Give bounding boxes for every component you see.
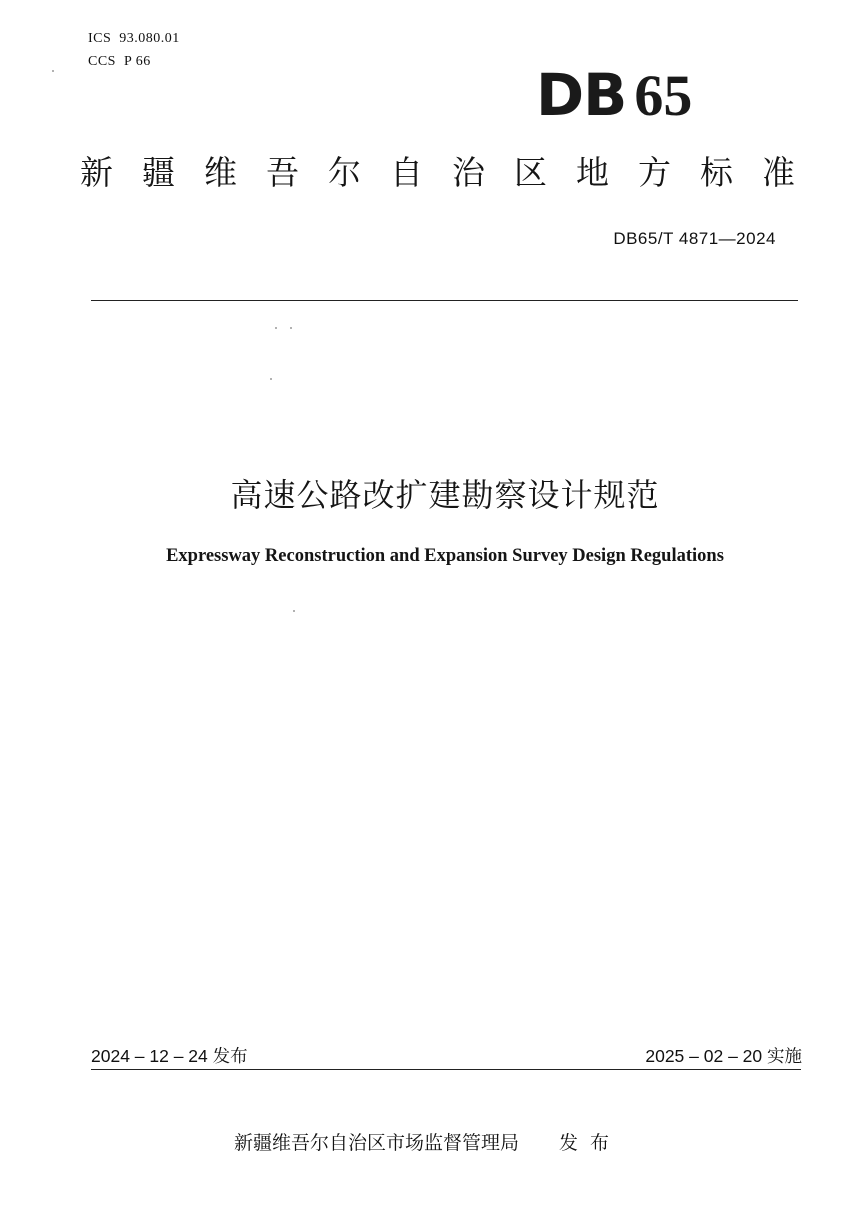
standard-type-char: 标 — [700, 153, 733, 192]
scan-speck — [275, 327, 277, 329]
ccs-code: P 66 — [123, 54, 151, 69]
standard-type — [80, 153, 795, 192]
issuer-line — [234, 1128, 621, 1155]
standard-type-char: 区 — [514, 153, 547, 192]
logo-number: 65 — [634, 63, 693, 128]
scan-speck — [52, 70, 54, 72]
issuer-name: 新疆维吾尔自治区市场监督管理局 — [234, 1132, 520, 1154]
logo-prefix: DB — [536, 61, 627, 129]
standard-type-char: 地 — [576, 153, 609, 192]
db65-logo — [536, 61, 693, 129]
scan-speck — [290, 327, 292, 329]
standard-type-char: 准 — [762, 153, 795, 192]
ccs-label: CCS — [88, 54, 116, 69]
ics-label: ICS — [88, 31, 112, 46]
issuer-action: 发布 — [559, 1132, 622, 1154]
release-date: 2024 – 12 – 24 发布 — [91, 1046, 248, 1066]
standard-number: DB65/T 4871—2024 — [613, 229, 776, 248]
bottom-divider — [91, 1069, 801, 1070]
scan-speck — [270, 378, 272, 380]
standard-type-char: 自 — [390, 153, 423, 192]
ics-code-line — [88, 31, 180, 47]
title-english: Expressway Reconstruction and Expansion Survey Design Regulations — [166, 546, 724, 566]
title-chinese: 高速公路改扩建勘察设计规范 — [230, 476, 660, 514]
standard-type-char: 治 — [452, 153, 485, 192]
scan-speck — [293, 610, 295, 612]
standard-type-char: 新 — [80, 153, 113, 192]
standard-type-char: 维 — [204, 153, 237, 192]
standard-type-char: 吾 — [266, 153, 299, 192]
ics-code: 93.080.01 — [119, 31, 180, 46]
top-divider — [91, 300, 798, 301]
standard-type-char: 尔 — [328, 153, 361, 192]
standard-type-char: 方 — [638, 153, 671, 192]
standard-type-char: 疆 — [142, 153, 175, 192]
implementation-date: 2025 – 02 – 20 实施 — [645, 1046, 802, 1066]
ccs-code-line — [88, 54, 151, 70]
